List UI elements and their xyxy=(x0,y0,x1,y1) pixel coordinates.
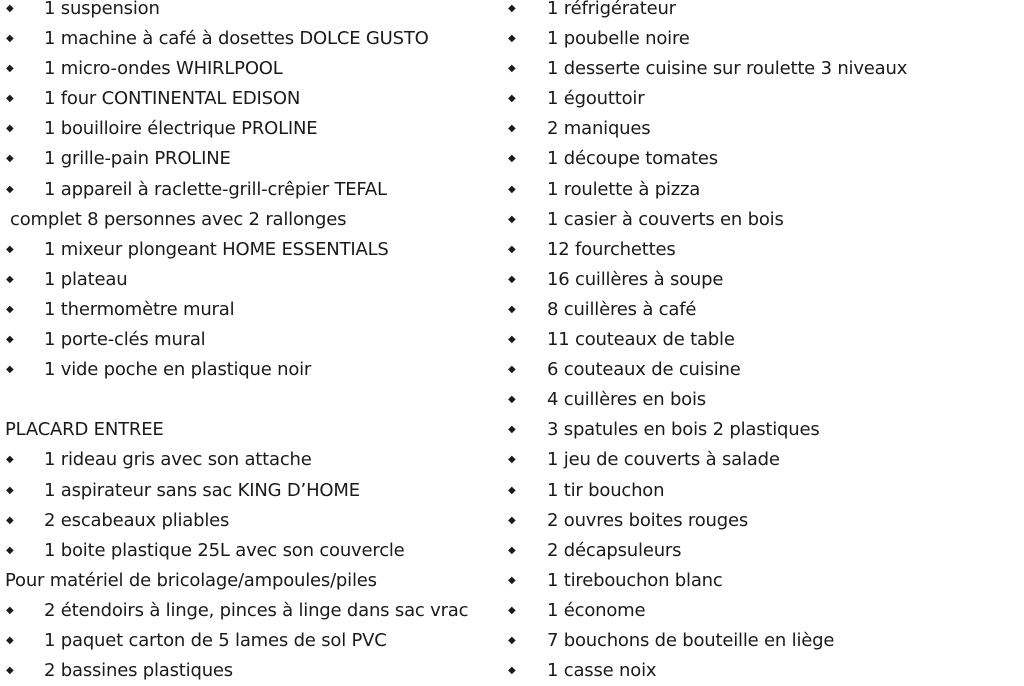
list-item xyxy=(500,205,1024,235)
bullet-icon: ◆ xyxy=(6,665,14,677)
list-item-text: 2 ouvres boites rouges xyxy=(547,509,749,531)
bullet-icon: ◆ xyxy=(508,273,516,285)
list-item-text: 1 casier à couverts en bois xyxy=(547,208,784,230)
list-item xyxy=(500,385,1024,415)
list-item-text: 16 cuillères à soupe xyxy=(547,268,724,290)
list-item-text: 1 tirebouchon blanc xyxy=(547,569,723,591)
list-item-text: 1 jeu de couverts à salade xyxy=(547,449,780,471)
list-item-text: 1 vide poche en plastique noir xyxy=(44,359,312,381)
bullet-icon: ◆ xyxy=(508,454,516,466)
list-item xyxy=(500,265,1024,295)
list-item-continuation xyxy=(0,205,500,235)
list-item xyxy=(500,54,1024,84)
bullet-icon: ◆ xyxy=(6,63,14,75)
list-item xyxy=(0,626,500,656)
bullet-icon: ◆ xyxy=(6,544,14,556)
list-item xyxy=(500,24,1024,54)
bullet-icon: ◆ xyxy=(508,364,516,376)
list-item xyxy=(500,235,1024,265)
list-item-text: 4 cuillères en bois xyxy=(547,389,706,411)
bullet-icon: ◆ xyxy=(6,604,14,616)
list-item xyxy=(0,476,500,506)
list-item-text: 1 rideau gris avec son attache xyxy=(44,449,312,471)
note-text: Pour matériel de bricolage/ampoules/piles xyxy=(5,569,377,591)
bullet-icon: ◆ xyxy=(6,153,14,165)
list-item-text: 1 roulette à pizza xyxy=(547,178,701,200)
list-item-text: 1 four CONTINENTAL EDISON xyxy=(44,88,301,110)
list-item-text: 1 casse noix xyxy=(547,660,657,682)
list-item xyxy=(500,0,1024,24)
list-item xyxy=(500,506,1024,536)
list-item-text: 6 couteaux de cuisine xyxy=(547,359,741,381)
list-item-text: 1 aspirateur sans sac KING D’HOME xyxy=(44,479,360,501)
blank-line xyxy=(0,385,500,415)
list-item-text: 1 machine à café à dosettes DOLCE GUSTO xyxy=(44,28,429,50)
bullet-icon: ◆ xyxy=(508,334,516,346)
list-item xyxy=(500,295,1024,325)
bullet-icon: ◆ xyxy=(508,424,516,436)
list-item-text: 1 desserte cuisine sur roulette 3 niveaux xyxy=(547,58,908,80)
bullet-icon: ◆ xyxy=(508,3,516,14)
bullet-icon: ◆ xyxy=(6,634,14,646)
list-item xyxy=(0,0,500,24)
list-item xyxy=(0,445,500,475)
list-item xyxy=(500,175,1024,205)
list-item-text: 1 réfrigérateur xyxy=(547,0,676,19)
list-item-text: 1 boite plastique 25L avec son couvercle xyxy=(44,539,405,561)
list-item-text: 2 maniques xyxy=(547,118,651,140)
bullet-icon: ◆ xyxy=(6,364,14,376)
bullet-icon: ◆ xyxy=(6,123,14,135)
bullet-icon: ◆ xyxy=(6,303,14,315)
list-item-text: 1 mixeur plongeant HOME ESSENTIALS xyxy=(44,238,389,260)
list-item-text: 1 bouilloire électrique PROLINE xyxy=(44,118,318,140)
list-item-text: 2 décapsuleurs xyxy=(547,539,682,561)
bullet-icon: ◆ xyxy=(508,604,516,616)
bullet-icon: ◆ xyxy=(6,183,14,195)
list-item xyxy=(0,235,500,265)
inventory-list-right xyxy=(500,0,1024,686)
list-item-text: 1 appareil à raclette-grill-crêpier TEFAL xyxy=(44,178,387,200)
list-item-text: 11 couteaux de table xyxy=(547,329,735,351)
bullet-icon: ◆ xyxy=(6,454,14,466)
list-item xyxy=(0,114,500,144)
list-item xyxy=(500,325,1024,355)
list-item xyxy=(500,415,1024,445)
list-item xyxy=(0,144,500,174)
list-item xyxy=(0,506,500,536)
bullet-icon: ◆ xyxy=(508,123,516,135)
bullet-icon: ◆ xyxy=(6,243,14,255)
bullet-icon: ◆ xyxy=(6,3,14,14)
list-item xyxy=(0,596,500,626)
bullet-icon: ◆ xyxy=(6,273,14,285)
bullet-icon: ◆ xyxy=(508,574,516,586)
bullet-icon: ◆ xyxy=(508,63,516,75)
list-item xyxy=(0,24,500,54)
list-item-text: 1 porte-clés mural xyxy=(44,329,206,351)
inventory-list-left xyxy=(0,0,500,686)
bullet-icon: ◆ xyxy=(508,213,516,225)
bullet-icon: ◆ xyxy=(508,303,516,315)
list-item xyxy=(0,295,500,325)
bullet-icon: ◆ xyxy=(508,243,516,255)
list-item-text: 1 égouttoir xyxy=(547,88,645,110)
list-item-text: 3 spatules en bois 2 plastiques xyxy=(547,419,820,441)
list-item xyxy=(0,265,500,295)
list-item-text: 1 découpe tomates xyxy=(547,148,718,170)
list-item xyxy=(0,656,500,686)
bullet-icon: ◆ xyxy=(6,93,14,105)
section-heading xyxy=(0,415,500,445)
bullet-icon: ◆ xyxy=(508,484,516,496)
list-item xyxy=(0,536,500,566)
list-item-text: 2 bassines plastiques xyxy=(44,660,233,682)
list-item xyxy=(500,656,1024,686)
bullet-icon: ◆ xyxy=(508,634,516,646)
list-item xyxy=(500,144,1024,174)
bullet-icon: ◆ xyxy=(6,33,14,45)
list-item xyxy=(0,175,500,205)
bullet-icon: ◆ xyxy=(508,33,516,45)
list-item-text: 1 grille-pain PROLINE xyxy=(44,148,231,170)
bullet-icon: ◆ xyxy=(508,665,516,677)
list-item xyxy=(0,84,500,114)
bullet-icon: ◆ xyxy=(6,514,14,526)
list-item-text: 1 thermomètre mural xyxy=(44,298,235,320)
bullet-icon: ◆ xyxy=(6,334,14,346)
list-item xyxy=(500,355,1024,385)
list-item-text: 2 étendoirs à linge, pinces à linge dans sac vrac xyxy=(44,599,469,621)
bullet-icon: ◆ xyxy=(508,544,516,556)
list-item xyxy=(500,626,1024,656)
list-item xyxy=(500,476,1024,506)
list-item-text: 7 bouchons de bouteille en liège xyxy=(547,629,835,651)
bullet-icon: ◆ xyxy=(508,394,516,406)
bullet-icon: ◆ xyxy=(508,514,516,526)
list-item-text: 1 poubelle noire xyxy=(547,28,690,50)
list-item xyxy=(0,54,500,84)
list-item-text: 1 paquet carton de 5 lames de sol PVC xyxy=(44,629,387,651)
bullet-icon: ◆ xyxy=(508,183,516,195)
list-item xyxy=(500,536,1024,566)
note-line xyxy=(0,566,500,596)
continuation-text: complet 8 personnes avec 2 rallonges xyxy=(10,208,347,230)
list-item-text: 1 micro-ondes WHIRLPOOL xyxy=(44,58,283,80)
list-item xyxy=(500,84,1024,114)
bullet-icon: ◆ xyxy=(6,484,14,496)
section-heading-text: PLACARD ENTREE xyxy=(5,419,164,441)
list-item-text: 1 suspension xyxy=(44,0,160,19)
list-item xyxy=(500,596,1024,626)
list-item xyxy=(500,445,1024,475)
bullet-icon: ◆ xyxy=(508,153,516,165)
list-item xyxy=(500,114,1024,144)
list-item xyxy=(0,355,500,385)
list-item-text: 12 fourchettes xyxy=(547,238,676,260)
list-item-text: 8 cuillères à café xyxy=(547,298,697,320)
bullet-icon: ◆ xyxy=(508,93,516,105)
list-item-text: 1 économe xyxy=(547,599,646,621)
list-item-text: 2 escabeaux pliables xyxy=(44,509,230,531)
list-item-text: 1 plateau xyxy=(44,268,128,290)
list-item-text: 1 tir bouchon xyxy=(547,479,665,501)
list-item xyxy=(500,566,1024,596)
list-item xyxy=(0,325,500,355)
